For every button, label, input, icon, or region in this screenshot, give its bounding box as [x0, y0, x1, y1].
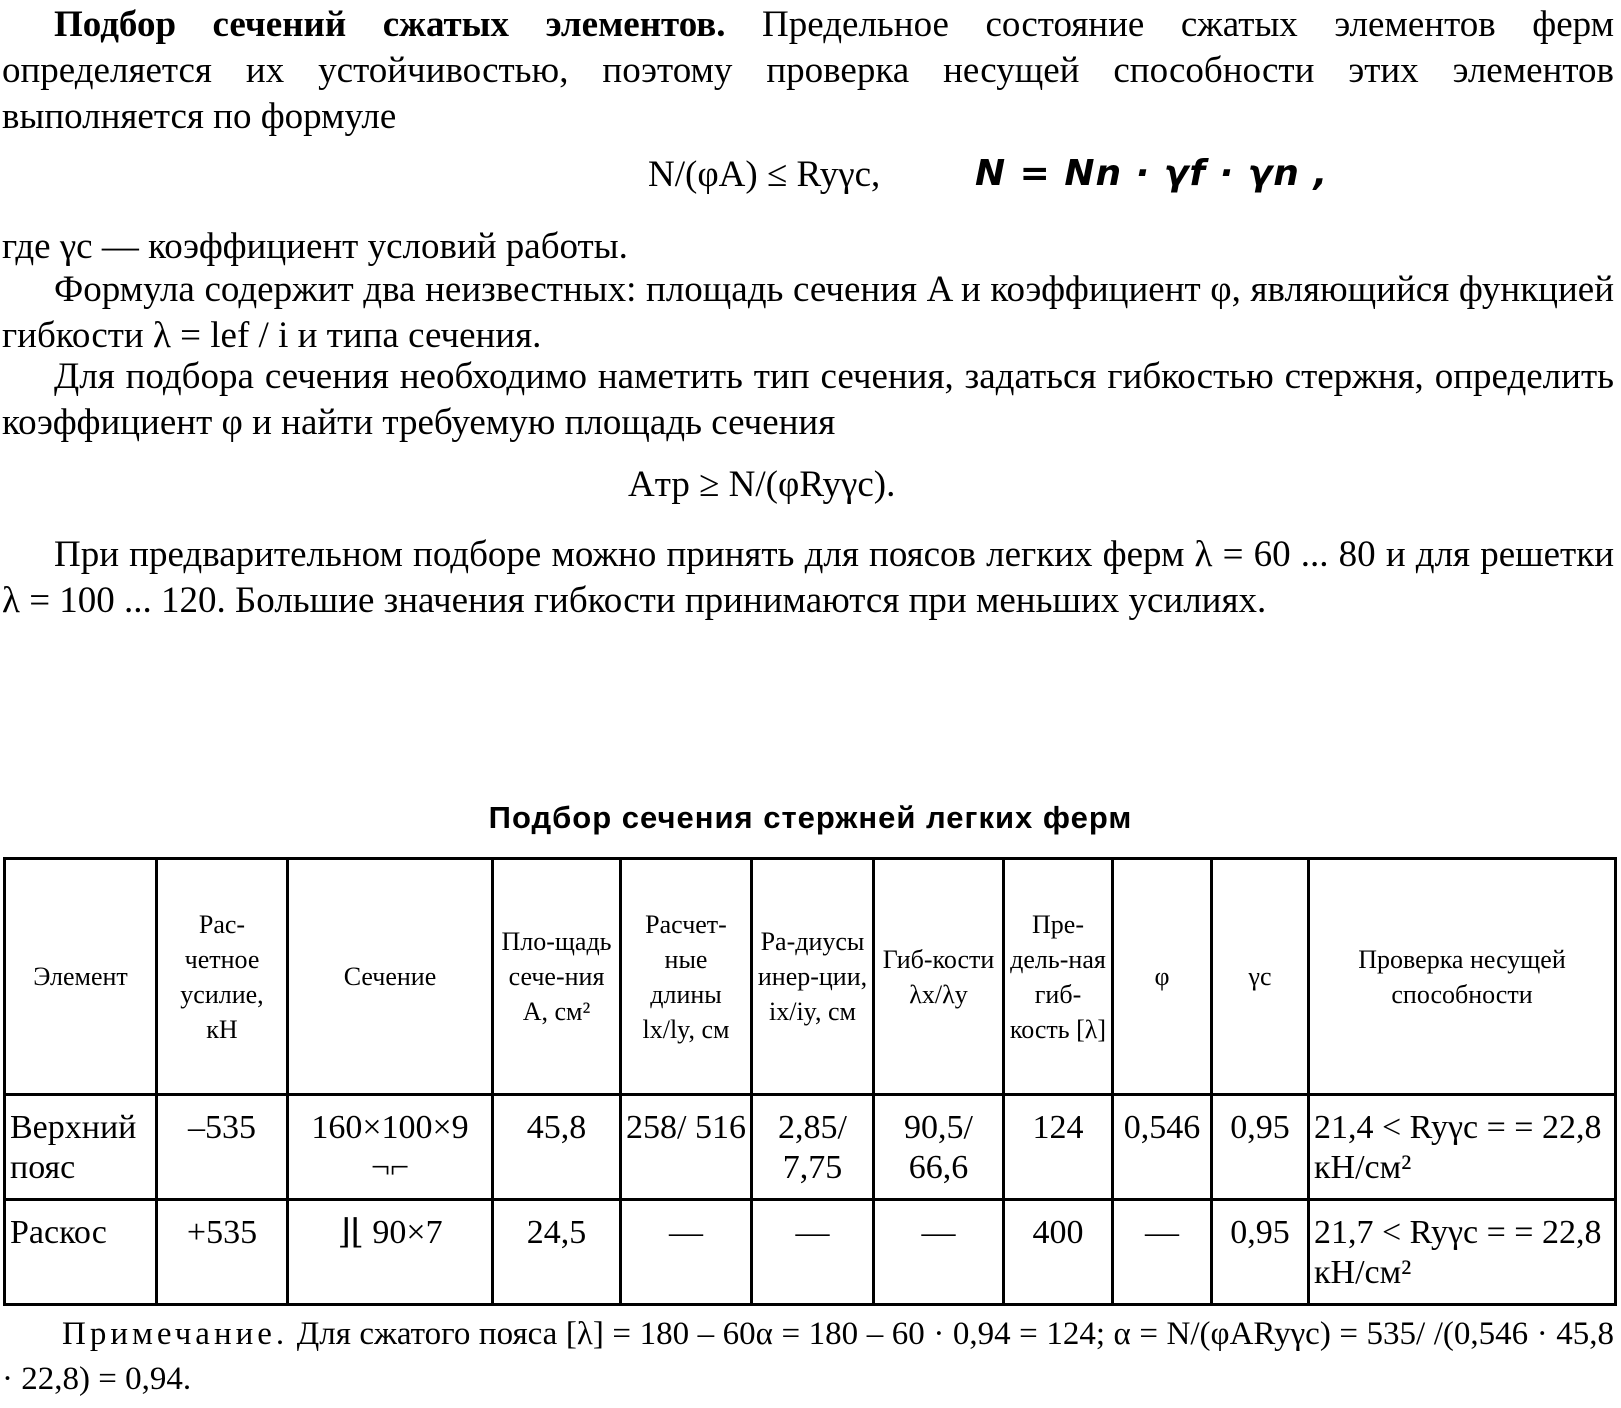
header-slenderness: Гиб-кости λx/λy — [874, 859, 1004, 1095]
table-row — [5, 1200, 1616, 1305]
cell-element: Верхний пояс — [5, 1095, 157, 1200]
paragraph-1 — [2, 2, 1614, 140]
paragraph-4: Для подбора сечения необходимо наметить тип сечения, задаться гибкостью стержня, определить коэффициент φ и найти требуемую площадь сечения — [2, 356, 1614, 443]
header-limit-slenderness: Пре-дель-ная гиб-кость [λ] — [1004, 859, 1113, 1095]
header-gamma: γc — [1212, 859, 1309, 1095]
table-title: Подбор сечения стержней легких ферм — [488, 800, 1133, 835]
paragraph-3: Формула содержит два неизвестных: площадь сечения A и коэффициент φ, являющийся функцией гибкости λ = lef / i и типа сечения. — [2, 269, 1614, 356]
table-note — [2, 1312, 1614, 1402]
cell-limit: 124 — [1004, 1095, 1113, 1200]
header-force: Рас-четное усилие, кН — [157, 859, 288, 1095]
paragraph-2: где γc — коэффициент условий работы. — [2, 226, 628, 267]
formula-stability: N/(φA) ≤ Ryγc, — [648, 154, 881, 195]
cell-gamma: 0,95 — [1212, 1200, 1309, 1305]
cell-element: Раскос — [5, 1200, 157, 1305]
cell-limit: 400 — [1004, 1200, 1113, 1305]
cell-slenderness: 90,5/ 66,6 — [874, 1095, 1004, 1200]
header-check: Проверка несущей способности — [1309, 859, 1616, 1095]
table-header-row — [5, 859, 1616, 1095]
paragraph-1-lead: Подбор сечений сжатых элементов. — [54, 4, 726, 45]
table-row — [5, 1095, 1616, 1200]
cell-radii: — — [752, 1200, 874, 1305]
angle-pair-symbol: ¬⌐ — [370, 1149, 410, 1186]
cell-section — [288, 1095, 493, 1200]
cell-section-size: 160×100×9 — [311, 1109, 469, 1146]
cell-gamma: 0,95 — [1212, 1095, 1309, 1200]
truss-selection-table — [3, 857, 1617, 1306]
paragraph-5: При предварительном подборе можно принять для поясов легких ферм λ = 60 ... 80 и для решетки λ = 100 ... 120. Большие значения гибкости принимаются при меньших усилиях. — [2, 534, 1614, 621]
header-radii: Ра-диусы инер-ции, ix/iy, см — [752, 859, 874, 1095]
cell-phi: 0,546 — [1113, 1095, 1212, 1200]
cell-radii: 2,85/ 7,75 — [752, 1095, 874, 1200]
cell-area: 24,5 — [493, 1200, 621, 1305]
cell-area: 45,8 — [493, 1095, 621, 1200]
header-phi: φ — [1113, 859, 1212, 1095]
paragraph-1-body: Предельное состояние сжатых элементов ферм определяется их устойчивостью, поэтому проверка несущей способности этих элементов выполняется по формуле — [2, 4, 1614, 137]
cell-check: 21,4 < Ryγc = = 22,8 кН/см² — [1309, 1095, 1616, 1200]
cell-section: ⌋⌊ 90×7 — [288, 1200, 493, 1305]
cell-force: –535 — [157, 1095, 288, 1200]
cell-check: 21,7 < Ryγc = = 22,8 кН/см² — [1309, 1200, 1616, 1305]
header-section: Сечение — [288, 859, 493, 1095]
cell-lengths: — — [621, 1200, 752, 1305]
cell-lengths: 258/ 516 — [621, 1095, 752, 1200]
formula-required-area: Aтр ≥ N/(φRyγc). — [628, 464, 896, 505]
header-lengths: Расчет-ные длины lx/ly, см — [621, 859, 752, 1095]
header-element: Элемент — [5, 859, 157, 1095]
cell-phi: — — [1113, 1200, 1212, 1305]
cell-force: +535 — [157, 1200, 288, 1305]
note-text: Для сжатого пояса [λ] = 180 – 60α = 180 – 60 · 0,94 = 124; α = N/(φARyγc) = 535/ /(0,546 · 45,8 · 22,8) = 0,94. — [2, 1316, 1614, 1397]
header-area: Пло-щадь сече-ния A, см² — [493, 859, 621, 1095]
formula-handwritten-load: N = Nn · γf · γn , — [975, 153, 1329, 194]
note-label: Примечание. — [62, 1316, 289, 1352]
cell-slenderness: — — [874, 1200, 1004, 1305]
